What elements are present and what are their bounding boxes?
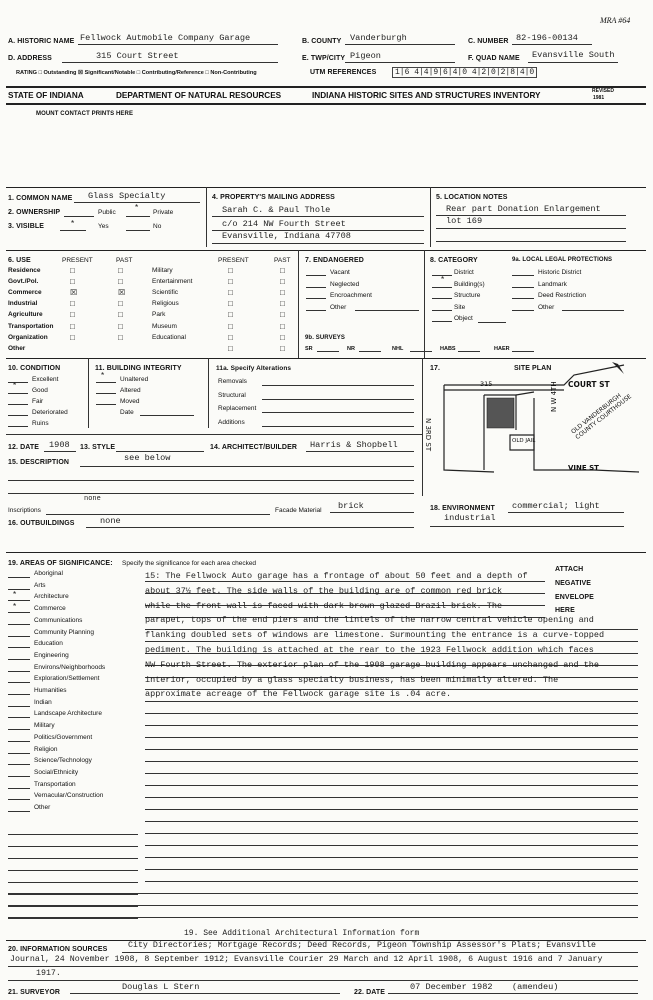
outbuildings-label: 16. OUTBUILDINGS — [8, 520, 75, 527]
envelope-label: ENVELOPE — [555, 594, 594, 601]
rating-line: RATING □ Outstanding ☒ Significant/Notable □ Contributing/Reference □ Non-Contributing — [16, 70, 257, 76]
utm-values: 1|6 4|4|9|6|4|0 4|2|0|2|8|4|0 — [392, 67, 537, 78]
use-label: 6. USE — [8, 257, 31, 264]
mount-label: MOUNT CONTACT PRINTS HERE — [36, 111, 134, 117]
location-line-2: lot 169 — [446, 216, 483, 226]
category-item: Site — [454, 303, 466, 311]
utm-label: UTM REFERENCES — [310, 69, 377, 76]
use-item: Industrial — [8, 300, 38, 308]
use-present-box: □ — [228, 288, 233, 298]
use-past-box: □ — [280, 343, 285, 353]
use-present-box: □ — [70, 299, 75, 309]
survey-item: SR — [305, 346, 313, 352]
site-plan-num: 17. — [430, 365, 441, 372]
use-item: Agriculture — [8, 311, 43, 319]
use-past-box: □ — [118, 310, 123, 320]
surveyor-value: Douglas L Stern — [122, 982, 200, 992]
historic-name-value: Fellwock Autmobile Company Garage — [80, 33, 251, 43]
integrity-item: Unaltered — [120, 376, 149, 383]
significance-line: flanking doubled sets of windows are limestone. Surmounting the entrance is a curve-topped — [145, 630, 605, 641]
significance-line: while the front wall is faced with dark brown glazed Brazil brick. The — [145, 600, 503, 611]
quad-label: F. QUAD NAME — [468, 55, 520, 62]
use-present-header: PRESENT — [62, 257, 93, 264]
alteration-item: Additions — [218, 418, 245, 426]
use-item: Transportation — [8, 322, 54, 330]
area-item: Arts — [34, 581, 46, 589]
number-label: C. NUMBER — [468, 38, 509, 45]
use-item: Park — [152, 311, 166, 319]
survey-date-note: (amendeu) — [512, 982, 559, 992]
revised-year: 1981 — [593, 95, 605, 101]
style-label: 13. STYLE — [80, 444, 116, 451]
survey-item: NHL — [392, 346, 404, 352]
legal-label: 9a. LOCAL LEGAL PROTECTIONS — [512, 257, 613, 263]
yes-mark: * — [70, 219, 76, 229]
endangered-item: Neglected — [330, 280, 360, 288]
significance-line: about 37½ feet. The side walls of the building are of common red brick — [145, 585, 503, 596]
architect-label: 14. ARCHITECT/BUILDER — [210, 444, 298, 451]
significance-line: interior, occupied by a glass specialty business, has been minimally altered. The — [145, 674, 559, 685]
survey-date-label: 22. DATE — [354, 989, 386, 996]
use-item: Other — [8, 344, 26, 352]
facade-label: Facade Material — [275, 507, 322, 514]
architect-value: Harris & Shopbell — [310, 440, 398, 450]
address-value: 315 Court Street — [96, 51, 179, 61]
quad-value: Evansville South — [532, 50, 615, 60]
condition-item: Fair — [32, 398, 44, 405]
private-mark: * — [134, 203, 140, 213]
area-item: Communications — [34, 616, 83, 624]
location-line-1: Rear part Donation Enlargement — [446, 204, 601, 214]
use-past-box: □ — [280, 299, 285, 309]
use-present-header-right: PRESENT — [218, 257, 249, 264]
significance-line: approximate acreage of the Fellwock garage site is .04 acre. — [145, 689, 452, 700]
sources-line-1: City Directories; Mortgage Records; Deed Records, Pigeon Township Assessor's Plats; Evansville — [128, 941, 597, 950]
category-label: 8. CATEGORY — [430, 257, 478, 264]
use-past-box: □ — [280, 288, 285, 298]
inscriptions-label: Inscriptions — [8, 507, 41, 514]
dept-title: DEPARTMENT OF NATURAL RESOURCES — [116, 91, 282, 100]
outbuildings-value: none — [100, 516, 121, 526]
site-plan-3rd-st: N 3RD ST — [424, 418, 432, 452]
inventory-title: INDIANA HISTORIC SITES AND STRUCTURES INVENTORY — [312, 91, 541, 100]
use-past-box: □ — [280, 277, 285, 287]
inscriptions-value: none — [84, 495, 101, 503]
significance-line: NW Fourth Street. The exterior plan of the 1908 garage building appears unchanged and the — [145, 659, 599, 670]
alteration-item: Structural — [218, 391, 246, 399]
mailing-line-2: c/o 214 NW Fourth Street — [222, 219, 346, 229]
private-label: Private — [153, 209, 174, 216]
significance-line: pediment. The building is attached at the rear to the 1923 Fellwock addition which faces — [145, 644, 594, 655]
description-label: 15. DESCRIPTION — [8, 459, 70, 466]
area-item: Architecture — [34, 593, 69, 601]
use-present-box: ☒ — [70, 288, 78, 298]
use-item: Commerce — [8, 289, 42, 297]
integrity-item: Date — [120, 409, 134, 416]
significance-line: parapet, tops of the end piers and the lintels of the narrow central vehicle opening and — [145, 615, 594, 626]
integrity-item: Moved — [120, 398, 140, 405]
county-label: B. COUNTY — [302, 38, 342, 45]
integrity-unaltered-mark: * — [100, 371, 106, 381]
area-item: Environs/Neighborhoods — [34, 663, 106, 671]
condition-item: Good — [32, 387, 48, 394]
area-item: Religion — [34, 745, 58, 753]
condition-good-mark: * — [12, 381, 18, 391]
location-label: 5. LOCATION NOTES — [436, 194, 508, 201]
common-name-label: 1. COMMON NAME — [8, 195, 73, 202]
category-item: Structure — [454, 292, 481, 299]
facade-value: brick — [338, 501, 364, 511]
area-item: Vernacular/Construction — [34, 792, 104, 800]
environment-line-1: commercial; light — [512, 501, 600, 511]
legal-item: Deed Restriction — [538, 292, 587, 299]
use-item: Organization — [8, 333, 48, 341]
sources-line-2: Journal, 24 November 1908, 8 September 1912; Evansville Courier 29 March and 12 April 1908, 6 August 1916 and 7 January — [10, 955, 603, 964]
use-past-box: □ — [118, 299, 123, 309]
area-item: Transportation — [34, 780, 76, 788]
area-item: Social/Ethnicity — [34, 768, 79, 776]
historic-name-label: A. HISTORIC NAME — [8, 38, 75, 45]
area-item: Indian — [34, 698, 52, 706]
use-past-box: □ — [118, 321, 123, 331]
endangered-label: 7. ENDANGERED — [305, 257, 364, 264]
use-present-box: □ — [228, 332, 233, 342]
twp-label: E. TWP/CITY — [302, 55, 346, 62]
area-item: Community Planning — [34, 628, 94, 636]
use-item: Entertainment — [152, 278, 193, 286]
area-item: Education — [34, 640, 63, 648]
legal-item: Landmark — [538, 280, 567, 288]
condition-item: Ruins — [32, 420, 49, 427]
condition-label: 10. CONDITION — [8, 365, 61, 372]
condition-item: Deteriorated — [32, 409, 68, 416]
use-present-box: □ — [228, 299, 233, 309]
legal-item: Other — [538, 303, 555, 311]
use-past-box: ☒ — [118, 288, 126, 298]
site-plan-4th-st: N W 4TH — [550, 381, 558, 412]
area-item: Humanities — [34, 687, 67, 694]
alteration-item: Removals — [218, 378, 247, 385]
site-plan-vine-st: VINE ST — [568, 464, 599, 472]
areas-label: 19. AREAS OF SIGNIFICANCE: — [8, 560, 113, 567]
use-present-box: □ — [70, 266, 75, 275]
area-item: Exploration/Settlement — [34, 675, 100, 683]
category-building-mark: * — [440, 275, 446, 285]
use-past-box: □ — [118, 332, 123, 342]
area-item: Politics/Government — [34, 733, 93, 741]
site-plan-315: 315 — [480, 380, 493, 388]
use-item: Museum — [152, 322, 177, 330]
twp-value: Pigeon — [350, 51, 381, 61]
area-item: Engineering — [34, 651, 69, 659]
area-item: Other — [34, 804, 51, 811]
endangered-item: Encroachment — [330, 292, 372, 299]
site-plan-sketch — [424, 360, 646, 496]
address-label: D. ADDRESS — [8, 55, 52, 62]
common-name-value: Glass Specialty — [88, 191, 166, 201]
public-label: Public — [98, 209, 116, 216]
use-past-box: □ — [280, 266, 285, 275]
area-item: Science/Technology — [34, 757, 92, 765]
legal-item: Historic District — [538, 269, 582, 276]
site-plan-label: SITE PLAN — [514, 365, 552, 372]
areas-instruction: Specify the significance for each area checked — [122, 560, 257, 567]
integrity-label: 11. BUILDING INTEGRITY — [95, 365, 182, 372]
endangered-item: Other — [330, 303, 347, 311]
site-plan-courthouse: OLD VANDERBURGH COUNTY COURTHOUSE — [570, 392, 633, 442]
use-item: Educational — [152, 333, 186, 341]
date-label: 12. DATE — [8, 444, 40, 451]
endangered-item: Vacant — [330, 269, 350, 276]
use-past-box: □ — [280, 310, 285, 320]
use-item: Residence — [8, 267, 41, 274]
corner-note: MRA #64 — [600, 16, 631, 25]
area-item: Aboriginal — [34, 570, 63, 577]
category-item: Object — [454, 315, 473, 322]
use-item: Govt./Pol. — [8, 278, 39, 286]
survey-item: HABS — [440, 346, 456, 352]
negative-label: NEGATIVE — [555, 580, 592, 587]
ownership-label: 2. OWNERSHIP — [8, 209, 61, 216]
mailing-line-3: Evansville, Indiana 47708 — [222, 231, 351, 241]
use-present-box: □ — [228, 321, 233, 331]
use-item: Religious — [152, 300, 179, 308]
sources-line-3: 1917. — [36, 969, 61, 978]
area-item: Landscape Architecture — [34, 710, 102, 718]
yes-label: Yes — [98, 223, 109, 230]
area-mark: * — [12, 590, 18, 601]
significance-line: 15: The Fellwock Auto garage has a frontage of about 50 feet and a depth of — [145, 571, 528, 581]
description-value: see below — [124, 453, 171, 463]
additional-info-note: 19. See Additional Architectural Information form — [184, 929, 420, 938]
use-past-header-right: PAST — [274, 257, 291, 264]
use-present-box: □ — [70, 321, 75, 331]
use-past-box: □ — [118, 266, 123, 275]
attach-label: ATTACH — [555, 566, 584, 573]
use-present-box: □ — [228, 277, 233, 287]
survey-item: HAER — [494, 346, 510, 352]
category-item: District — [454, 269, 474, 276]
area-item: Military — [34, 722, 55, 730]
condition-item: Excellent — [32, 376, 59, 383]
mailing-line-1: Sarah C. & Paul Thole — [222, 205, 331, 215]
revised-label: REVISED — [592, 88, 614, 94]
category-item: Building(s) — [454, 280, 485, 288]
survey-item: NR — [347, 346, 355, 352]
site-plan-old-jail: OLD JAIL — [512, 438, 536, 444]
sources-label: 20. INFORMATION SOURCES — [8, 946, 108, 953]
site-plan-court-st: COURT ST — [568, 380, 610, 389]
integrity-item: Altered — [120, 387, 141, 394]
use-past-box: □ — [280, 332, 285, 342]
surveys-label: 9b. SURVEYS — [305, 335, 346, 341]
use-present-box: □ — [70, 332, 75, 342]
environment-line-2: industrial — [444, 513, 496, 523]
significance-text — [145, 569, 604, 702]
area-mark: * — [12, 602, 18, 613]
state-title: STATE OF INDIANA — [8, 91, 84, 100]
surveyor-label: 21. SURVEYOR — [8, 989, 61, 996]
mailing-label: 4. PROPERTY'S MAILING ADDRESS — [212, 194, 335, 201]
area-item: Commerce — [34, 605, 66, 613]
here-label: HERE — [555, 607, 575, 614]
survey-date-value: 07 December 1982 — [410, 982, 493, 992]
alteration-item: Replacement — [218, 405, 257, 412]
use-past-box: □ — [118, 277, 123, 287]
date-value: 1908 — [49, 440, 70, 450]
use-past-box: □ — [280, 321, 285, 331]
visible-label: 3. VISIBLE — [8, 223, 45, 230]
use-present-box: □ — [228, 266, 233, 275]
use-present-box: □ — [228, 343, 233, 353]
no-label: No — [153, 223, 162, 230]
alterations-label: 11a. Specify Alterations — [216, 365, 292, 372]
use-present-box: □ — [70, 277, 75, 287]
use-present-box: □ — [228, 310, 233, 320]
use-present-box: □ — [70, 310, 75, 320]
use-past-header: PAST — [116, 257, 133, 264]
use-item: Scientific — [152, 289, 179, 297]
use-item: Military — [152, 267, 173, 274]
environment-label: 18. ENVIRONMENT — [430, 505, 495, 512]
county-value: Vanderburgh — [350, 33, 407, 43]
number-value: 82-196-00134 — [516, 33, 578, 43]
